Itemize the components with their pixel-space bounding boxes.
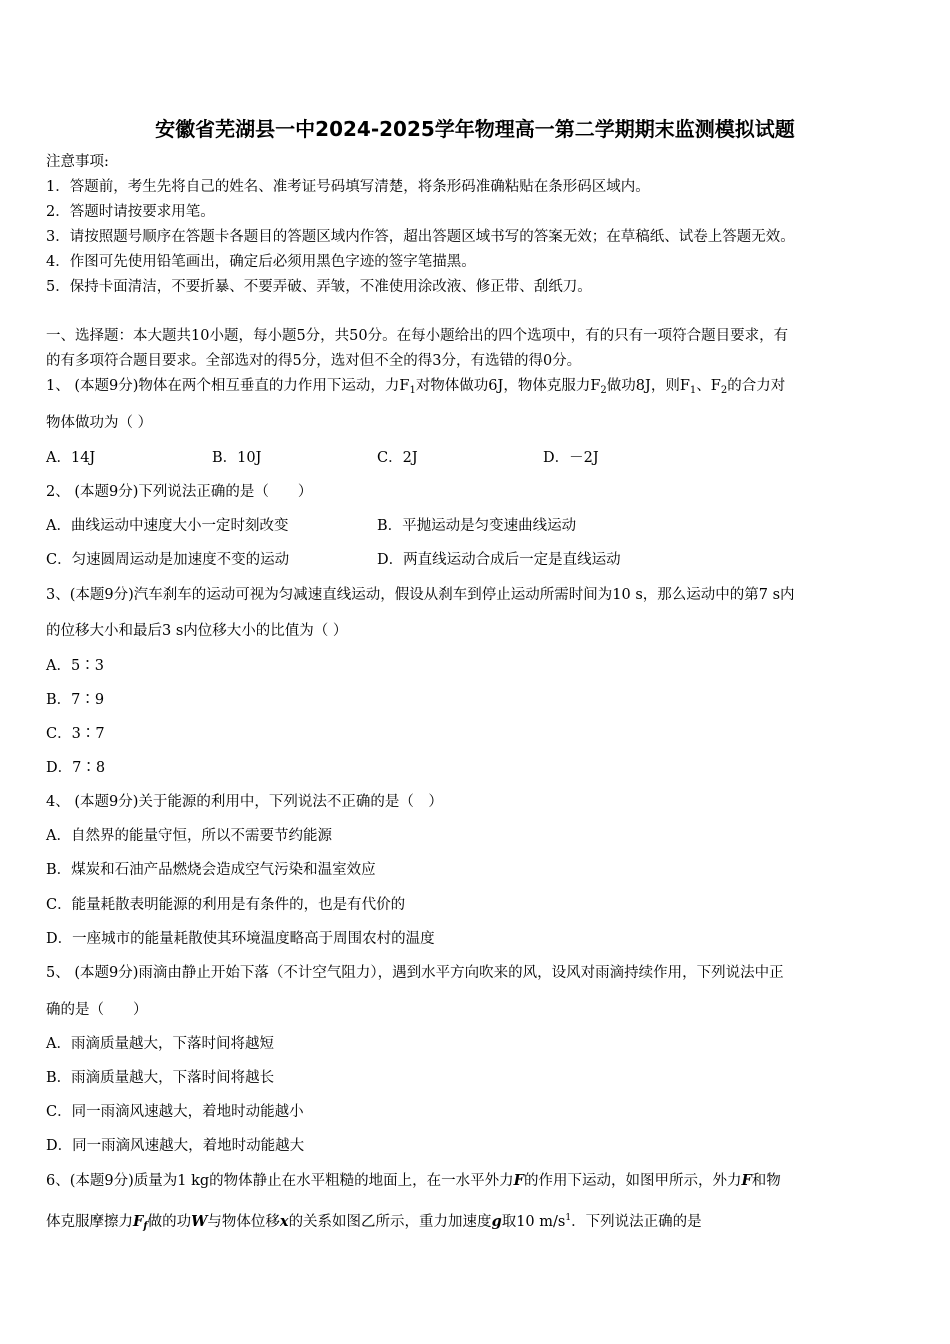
- option-b: B．7∶9: [46, 692, 105, 708]
- option-c: C．匀速圆周运动是加速度不变的运动: [46, 552, 290, 568]
- option-d: D．同一雨滴风速越大，着地时动能越大: [46, 1138, 305, 1154]
- question-1-stem: 1、 (本题9分)物体在两个相互垂直的力作用下运动，力$F_1$对物体做功6J，物体克服力$F_2$做功8J，则$F_1$、$F_2$的合力对: [46, 378, 786, 396]
- question-6-stem: 6、(本题9分)质量为1 kg的物体静止在水平粗糙的地面上，在一水平外力F的作用下运动，如图甲所示，外力F和物: [46, 1172, 781, 1189]
- option-d: D．一座城市的能量耗散使其环境温度略高于周围农村的温度: [46, 931, 435, 947]
- note-item: 5．保持卡面清洁，不要折暴、不要弄破、弄皱，不准使用涂改液、修正带、刮纸刀。: [46, 279, 592, 295]
- page-title: 安徽省芜湖县一中2024-2025学年物理高一第二学期期末监测模拟试题: [155, 117, 795, 141]
- section-intro: 的有多项符合题目要求。全部选对的得5分，选对但不全的得3分，有选错的得0分。: [46, 353, 582, 369]
- option-c: C．同一雨滴风速越大，着地时动能越小: [46, 1104, 304, 1120]
- option-b: B．煤炭和石油产品燃烧会造成空气污染和温室效应: [46, 862, 376, 878]
- question-2-stem: 2、 (本题9分)下列说法正确的是（ ）: [46, 484, 313, 500]
- option-d: D．－2J: [543, 450, 599, 466]
- option-c: C．3∶7: [46, 726, 105, 742]
- option-a: A．曲线运动中速度大小一定时刻改变: [46, 518, 289, 534]
- notes-heading: 注意事项:: [46, 154, 109, 170]
- question-4-stem: 4、 (本题9分)关于能源的利用中，下列说法不正确的是（ ）: [46, 794, 443, 810]
- option-a: A．雨滴质量越大，下落时间将越短: [46, 1036, 274, 1052]
- option-c: C．2J: [377, 450, 418, 466]
- option-a: A．5∶3: [46, 658, 104, 674]
- option-b: B．10J: [212, 450, 262, 466]
- note-item: 3．请按照题号顺序在答题卡各题目的答题区域内作答，超出答题区域书写的答案无效；在草稿纸、试卷上答题无效。: [46, 229, 795, 245]
- question-3-stem: 3、(本题9分)汽车刹车的运动可视为匀减速直线运动，假设从刹车到停止运动所需时间为10 s，那么运动中的第7 s内: [46, 587, 795, 603]
- question-1-stem: 物体做功为（ ）: [46, 415, 153, 431]
- option-a: A．自然界的能量守恒，所以不需要节约能源: [46, 828, 332, 844]
- note-item: 1．答题前，考生先将自己的姓名、准考证号码填写清楚，将条形码准确粘贴在条形码区域内。: [46, 179, 650, 195]
- section-intro: 一、选择题：本大题共10小题，每小题5分，共50分。在每小题给出的四个选项中，有的只有一项符合题目要求，有: [46, 328, 789, 344]
- option-b: B．平抛运动是匀变速曲线运动: [377, 518, 577, 534]
- option-b: B．雨滴质量越大，下落时间将越长: [46, 1070, 275, 1086]
- question-5-stem: 确的是（ ）: [46, 1002, 148, 1018]
- question-3-stem: 的位移大小和最后3 s内位移大小的比值为（ ）: [46, 623, 348, 639]
- option-d: D．两直线运动合成后一定是直线运动: [377, 552, 621, 568]
- option-a: A．14J: [46, 450, 96, 466]
- note-item: 4．作图可先使用铅笔画出，确定后必须用黑色字迹的签字笔描黑。: [46, 254, 476, 270]
- question-5-stem: 5、 (本题9分)雨滴由静止开始下落（不计空气阻力），遇到水平方向吹来的风，设风对雨滴持续作用，下列说法中正: [46, 965, 784, 981]
- note-item: 2．答题时请按要求用笔。: [46, 204, 215, 220]
- option-d: D．7∶8: [46, 760, 106, 776]
- option-c: C．能量耗散表明能源的利用是有条件的，也是有代价的: [46, 897, 406, 913]
- question-6-stem: 体克服摩擦力$F_f$做的功W与物体位移x的关系如图乙所示，重力加速度g取10 $m/s^1$．下列说法正确的是: [46, 1213, 702, 1232]
